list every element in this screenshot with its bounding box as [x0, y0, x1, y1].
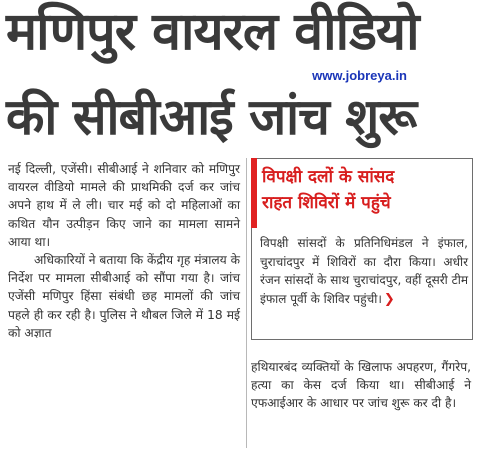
sidebar-accent-bar — [251, 158, 257, 228]
left-article-column — [8, 160, 240, 342]
sidebar-title-line-2: राहत शिविरों में पहुंचे — [262, 193, 391, 213]
column-divider — [246, 158, 247, 448]
headline-line-1: मणिपुर वायरल वीडियो — [6, 2, 419, 62]
sidebar-body-text: विपक्षी सांसदों के प्रतिनिधिमंडल ने इंफाल, चुराचांदपुर में शिविरों का दौरा किया। अधीर रंजन सांसदों के साथ चुराचांदपुर, वहीं दूसरी टीम इंफाल पूर्वी के शिविर पहुंची। — [260, 236, 468, 306]
headline-line-2: की सीबीआई जांच शुरू — [6, 88, 417, 146]
article-paragraph: अधिकारियों ने बताया कि केंद्रीय गृह मंत्रालय के निर्देश पर मामला सीबीआई को सौंपा गया है। जांच एजेंसी मणिपुर हिंसा संबंधी छह मामलों की जांच पहले ही कर रही है। पुलिस ने थौबल जिले में 18 मई को अज्ञात — [8, 253, 240, 340]
right-article-column: हथियारबंद व्यक्तियों के खिलाफ अपहरण, गैंगरेप, हत्या का केस दर्ज किया था। सीबीआई ने एफआईआर के आधार पर जांच शुरू कर दी है। — [251, 360, 471, 411]
sidebar-title-line-1: विपक्षी दलों के सांसद — [262, 167, 395, 187]
chevron-right-icon: ❯ — [383, 291, 395, 307]
article-paragraph: नई दिल्ली, एजेंसी। सीबीआई ने शनिवार को मणिपुर वायरल वीडियो मामले की प्राथमिकी दर्ज कर जांच अपने हाथ में ले ली। चार मई को दो महिलाओं का कथित यौन उत्पीड़न किए जाने का मामला सामने आया था। — [8, 162, 240, 249]
sidebar-body — [260, 234, 468, 309]
website-watermark: www.jobreya.in — [312, 68, 407, 83]
